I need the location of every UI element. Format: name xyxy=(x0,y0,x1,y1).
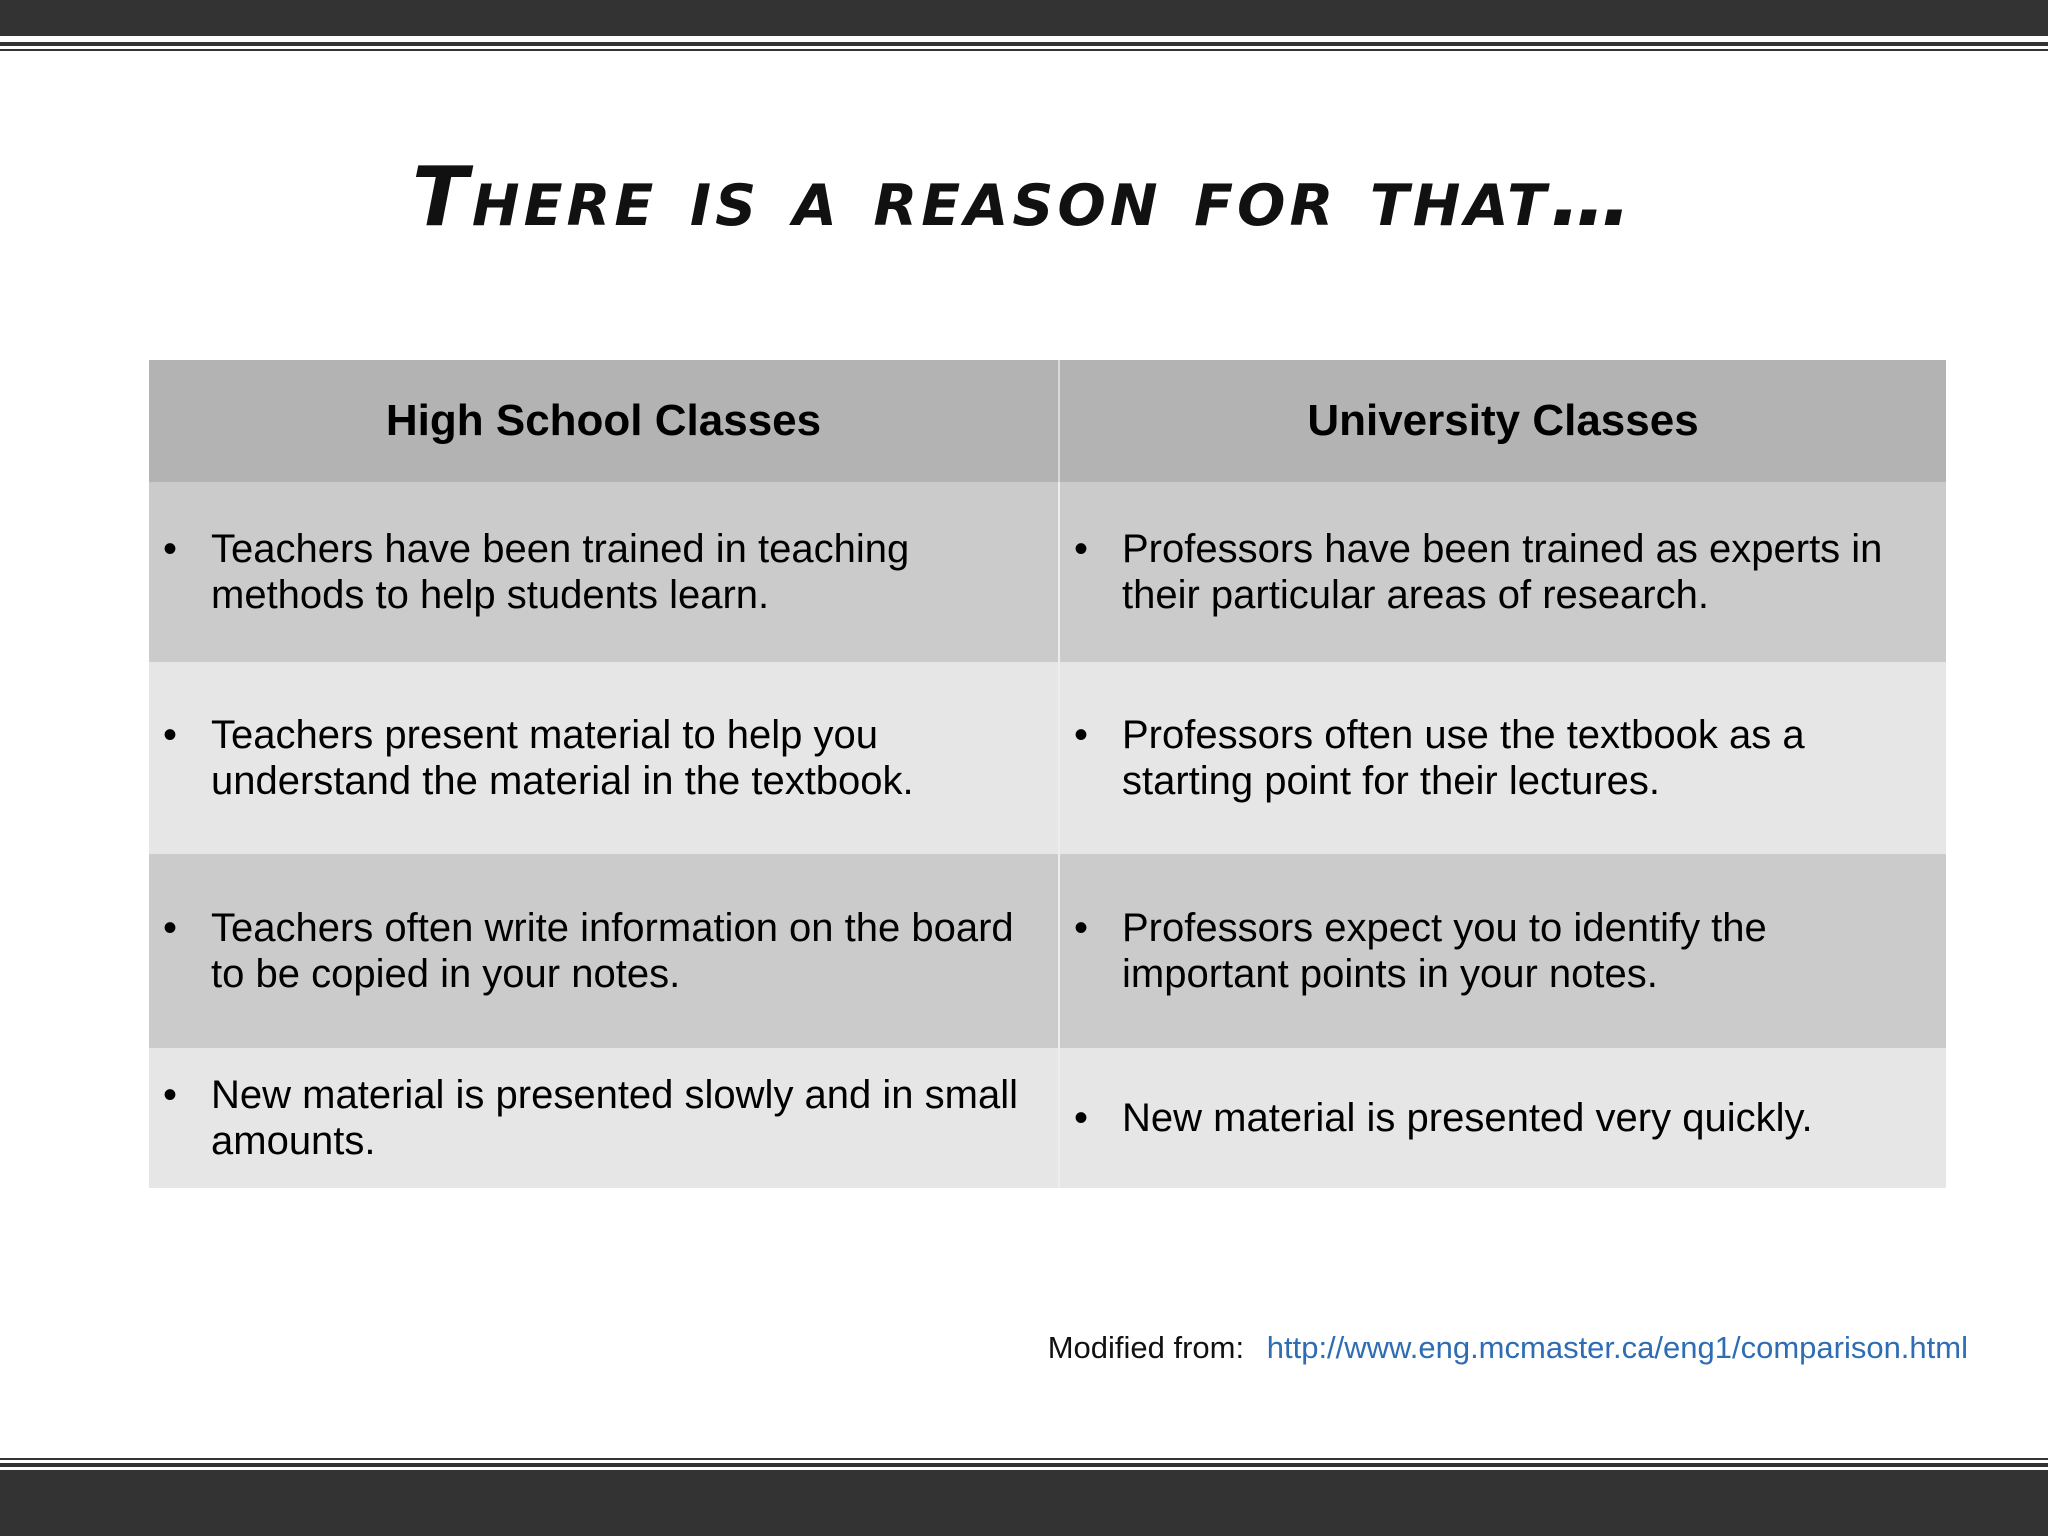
bullet-icon: • xyxy=(163,906,178,950)
table-row xyxy=(149,482,1946,662)
table-cell xyxy=(1059,662,1946,854)
slide-title: There is a reason for that… xyxy=(411,150,1637,245)
table-row xyxy=(149,854,1946,1048)
cell-text: Professors often use the textbook as a starting point for their lectures. xyxy=(1122,713,1805,803)
bullet-icon: • xyxy=(1074,906,1089,950)
source-label: Modified from: xyxy=(1047,1330,1245,1365)
cell-text: Teachers have been trained in teaching methods to help students learn. xyxy=(211,527,910,617)
table-cell xyxy=(1059,1048,1946,1188)
bullet-icon: • xyxy=(163,1073,178,1117)
table-cell xyxy=(1059,482,1946,662)
source-link[interactable]: http://www.eng.mcmaster.ca/eng1/comparison.html xyxy=(1266,1330,1968,1365)
cell-text: New material is presented slowly and in small amounts. xyxy=(211,1073,1018,1163)
table-cell xyxy=(149,1048,1059,1188)
bullet-icon: • xyxy=(1074,713,1089,757)
bullet-icon: • xyxy=(163,527,178,571)
table-row xyxy=(149,1048,1946,1188)
bullet-icon: • xyxy=(1074,527,1089,571)
table-cell xyxy=(1059,854,1946,1048)
bottom-frame-rule-thin xyxy=(0,1458,2048,1460)
cell-text: Teachers present material to help you understand the material in the textbook. xyxy=(211,713,914,803)
column-header-university: University Classes xyxy=(1059,360,1946,482)
cell-text: New material is presented very quickly. xyxy=(1122,1096,1813,1140)
top-frame-rule-thin xyxy=(0,49,2048,51)
table-row xyxy=(149,662,1946,854)
top-frame-rule xyxy=(0,42,2048,46)
table-cell xyxy=(149,854,1059,1048)
top-frame-bar xyxy=(0,0,2048,36)
table-cell xyxy=(149,482,1059,662)
bullet-icon: • xyxy=(1074,1096,1089,1140)
cell-text: Professors have been trained as experts in their particular areas of research. xyxy=(1122,527,1883,617)
source-credit xyxy=(1048,1330,1968,1366)
cell-text: Professors expect you to identify the important points in your notes. xyxy=(1122,906,1767,996)
bottom-frame-bar xyxy=(0,1470,2048,1536)
table-header-row xyxy=(149,360,1946,482)
bullet-icon: • xyxy=(163,713,178,757)
table-cell xyxy=(149,662,1059,854)
cell-text: Teachers often write information on the board to be copied in your notes. xyxy=(211,906,1014,996)
column-header-high-school: High School Classes xyxy=(149,360,1059,482)
bottom-frame-rule xyxy=(0,1463,2048,1467)
comparison-table xyxy=(149,360,1946,1188)
